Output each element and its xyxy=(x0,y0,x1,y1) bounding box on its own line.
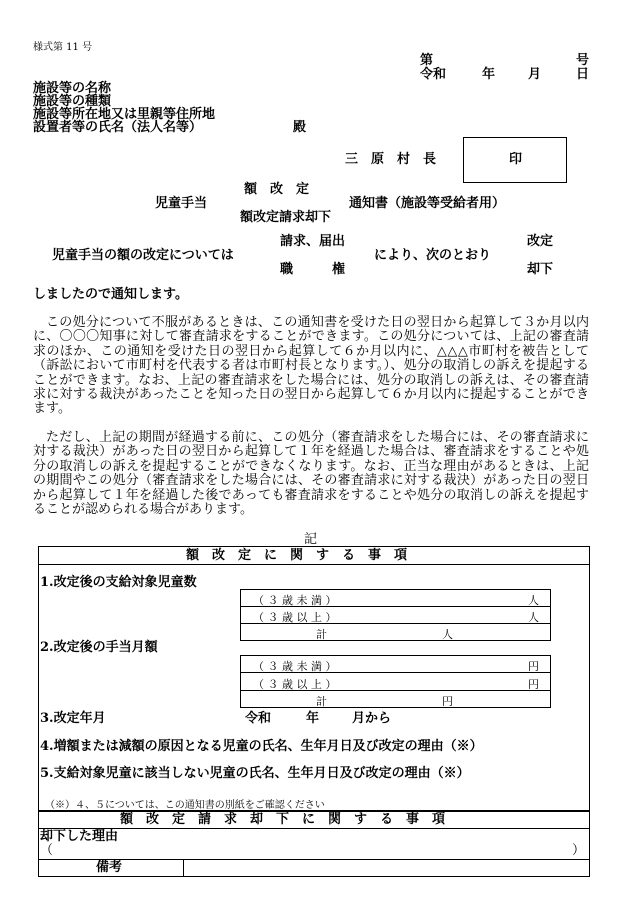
child-count-under3-label: （ ３ 歳 未 満 ） xyxy=(253,594,337,607)
amount-total-label: 計 xyxy=(316,695,327,708)
intro-closing: しましたので通知します。 xyxy=(33,287,188,302)
rejection-reason-paren-close: ） xyxy=(572,843,586,858)
amount-under3-unit: 円 xyxy=(528,660,539,673)
title-right: 通知書（施設等受給者用） xyxy=(349,196,506,211)
child-count-over3-label: （ ３ 歳 以 上 ） xyxy=(253,611,337,624)
addressee-address: 施設等所在地又は里親等住所地 xyxy=(33,107,216,122)
date-era: 令和 xyxy=(420,67,447,82)
date-day: 日 xyxy=(576,67,590,82)
title-left: 児童手当 xyxy=(155,196,208,211)
item3-month: 月から xyxy=(352,711,392,726)
appeal-paragraph-1: この処分について不服があるときは、この通知書を受けた日の翌日から起算して３か月以内に、〇〇〇知事に対して審査請求をすることができます。この処分については、上記の審査請求のほか、この通知を受けた日の翌日から起算して６か月以内に、△△△市町村を被告として（訴訟において市町村を代表する者は市町村長となります。）、処分の取消しの訴えを提起することができます。なお、上記の審査請求をした場合には、処分の取消しの訴えは、その審査請求に対する裁決があったことを知った日の翌日から起算して６か月以内に提起することができます。 xyxy=(33,315,589,417)
amount-over3-unit: 円 xyxy=(528,678,539,691)
item3-label: 3.改定年月 xyxy=(40,711,106,726)
intro-middle: により、次のとおり xyxy=(374,248,492,263)
doc-number-suffix: 号 xyxy=(576,53,590,68)
intro-result-revise: 改定 xyxy=(527,234,554,249)
item5-label: 5.支給対象児童に該当しない児童の氏名、生年月日及び改定の理由（※） xyxy=(40,766,470,781)
rejection-reason-paren-open: （ xyxy=(40,843,54,858)
title-top-option: 額 改 定 xyxy=(244,182,310,197)
amount-over3-label: （ ３ 歳 以 上 ） xyxy=(253,678,337,691)
seal-mark: 印 xyxy=(509,152,523,167)
item4-label: 4.増額または減額の原因となる児童の氏名、生年月日及び改定の理由（※） xyxy=(40,739,483,754)
doc-number-prefix: 第 xyxy=(420,53,434,68)
form-number: 様式第 11 号 xyxy=(33,42,93,53)
addressee-operator-name: 設置者等の氏名（法人名等） xyxy=(33,120,203,135)
title-bottom-option: 額改定請求却下 xyxy=(240,210,332,225)
section1-note: （※）４、５については、この通知書の別紙をご確認ください xyxy=(45,800,325,811)
amount-under3-label: （ ３ 歳 未 満 ） xyxy=(253,660,337,673)
rejection-reason-label: 却下した理由 xyxy=(40,829,119,844)
seal-box xyxy=(463,137,567,183)
date-month: 月 xyxy=(528,67,542,82)
addressee-facility-name: 施設等の名称 xyxy=(33,81,112,96)
intro-option-ex-officio: 職 権 xyxy=(280,262,346,277)
intro-result-reject: 却下 xyxy=(527,262,554,277)
addressee-facility-type: 施設等の種類 xyxy=(33,94,112,109)
revision-section-header: 額 改 定 に 関 す る 事 項 xyxy=(186,548,408,563)
amount-total-unit: 円 xyxy=(442,695,453,708)
honorific: 殿 xyxy=(293,120,307,135)
intro-option-request: 請求、届出 xyxy=(280,234,346,249)
intro-lead: 児童手当の額の改定については xyxy=(52,248,234,263)
item3-era: 令和 xyxy=(245,711,272,726)
remarks-label: 備考 xyxy=(96,860,123,875)
child-count-under3-unit: 人 xyxy=(528,594,539,607)
item2-label: 2.改定後の手当月額 xyxy=(40,640,158,655)
appeal-paragraph-2: ただし、上記の期間が経過する前に、この処分（審査請求をした場合には、その審査請求に対する裁決）があった日の翌日から起算して１年を経過した場合は、審査請求をすることや処分の取消しの訴えを提起することができなくなります。なお、正当な理由があるときは、上記の期間やこの処分（審査請求をした場合には、その審査請求に対する裁決）があった日の翌日から起算して１年を経過した後であっても審査請求をすることや処分の取消しの訴えを提起することが認められる場合があります。 xyxy=(33,430,589,518)
item3-year: 年 xyxy=(306,711,320,726)
item1-label: 1.改定後の支給対象児童数 xyxy=(40,575,197,590)
rejection-section-header: 額 改 定 請 求 却 下 に 関 す る 事 項 xyxy=(120,812,446,827)
issuer-name: 三 原 村 長 xyxy=(345,152,437,167)
child-count-over3-unit: 人 xyxy=(528,611,539,624)
child-count-total-unit: 人 xyxy=(442,628,453,641)
ki-mark: 記 xyxy=(304,532,318,547)
child-count-total-label: 計 xyxy=(316,628,327,641)
date-year: 年 xyxy=(482,67,496,82)
